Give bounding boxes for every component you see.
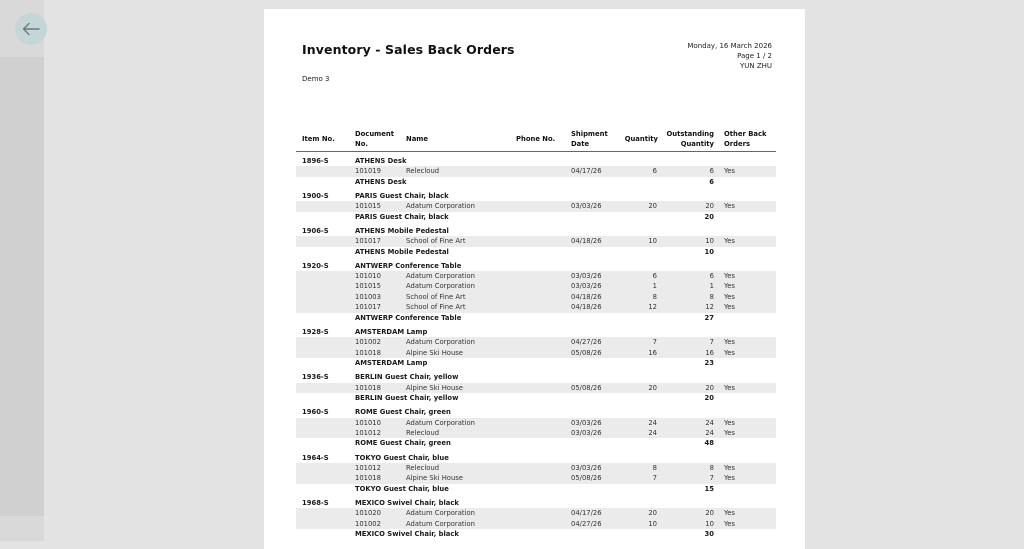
shipment-date: 05/08/26: [571, 348, 602, 357]
other-back-orders: Yes: [724, 338, 735, 347]
document-no: 101015: [355, 202, 381, 211]
customer-name: School of Fine Art: [406, 237, 466, 246]
document-no: 101010: [355, 272, 381, 281]
shipment-date: 03/03/26: [571, 272, 602, 281]
item-group-header: [296, 191, 776, 201]
total-outstanding-quantity: 20: [704, 212, 714, 221]
header-other-back-orders: [724, 130, 767, 149]
outstanding-quantity: 8: [709, 292, 714, 301]
item-description: AMSTERDAM Lamp: [355, 327, 428, 336]
item-group-total: [296, 529, 776, 539]
item-group-header: [296, 453, 776, 463]
total-description: ATHENS Desk: [355, 177, 407, 186]
header-document-no-line2: No.: [355, 139, 368, 148]
other-back-orders: Yes: [724, 237, 735, 246]
customer-name: Adatum Corporation: [406, 272, 475, 281]
item-no: 1906-S: [302, 226, 329, 235]
item-group-header: [296, 156, 776, 166]
table-row: [296, 519, 776, 529]
other-back-orders: Yes: [724, 292, 735, 301]
back-orders-table: [296, 128, 776, 539]
item-group-total: [296, 177, 776, 187]
customer-name: Adatum Corporation: [406, 202, 475, 211]
report-date: Monday, 16 March 2026: [687, 42, 772, 50]
item-description: ATHENS Desk: [355, 156, 407, 165]
outstanding-quantity: 24: [705, 428, 714, 437]
total-outstanding-quantity: 6: [709, 177, 714, 186]
item-group-total: [296, 484, 776, 494]
shipment-date: 04/27/26: [571, 338, 602, 347]
table-row: [296, 302, 776, 312]
shipment-date: 05/08/26: [571, 474, 602, 483]
total-description: BERLIN Guest Chair, yellow: [355, 393, 459, 402]
document-no: 101017: [355, 303, 381, 312]
header-outstanding-line2: Quantity: [680, 139, 714, 148]
quantity: 6: [652, 272, 657, 281]
header-shipment-date-line1: Shipment: [571, 130, 608, 138]
shipment-date: 03/03/26: [571, 463, 602, 472]
other-back-orders: Yes: [724, 474, 735, 483]
quantity: 7: [652, 338, 657, 347]
outstanding-quantity: 10: [705, 519, 714, 528]
customer-name: Adatum Corporation: [406, 418, 475, 427]
customer-name: Adatum Corporation: [406, 282, 475, 291]
outstanding-quantity: 7: [709, 474, 714, 483]
arrow-left-icon: [22, 22, 40, 36]
document-no: 101020: [355, 509, 381, 518]
outstanding-quantity: 16: [705, 348, 714, 357]
document-no: 101018: [355, 383, 381, 392]
table-row: [296, 508, 776, 518]
other-back-orders: Yes: [724, 383, 735, 392]
outstanding-quantity: 24: [705, 418, 714, 427]
quantity: 7: [652, 474, 657, 483]
shipment-date: 04/18/26: [571, 292, 602, 301]
shipment-date: 04/27/26: [571, 519, 602, 528]
customer-name: Relecloud: [406, 463, 440, 472]
quantity: 6: [652, 167, 657, 176]
outstanding-quantity: 20: [705, 202, 714, 211]
header-phone-no: Phone No.: [516, 135, 556, 143]
report-title: Inventory - Sales Back Orders: [302, 42, 515, 57]
document-no: 101002: [355, 519, 381, 528]
other-back-orders: Yes: [724, 282, 735, 291]
customer-name: School of Fine Art: [406, 303, 466, 312]
header-quantity: Quantity: [624, 135, 658, 143]
shipment-date: 04/17/26: [571, 509, 602, 518]
header-other-line1: Other Back: [724, 130, 767, 138]
header-item-no: Item No.: [302, 135, 335, 143]
shipment-date: 03/03/26: [571, 202, 602, 211]
table-row: [296, 418, 776, 428]
company-name: Demo 3: [302, 75, 330, 83]
outstanding-quantity: 6: [709, 272, 714, 281]
total-outstanding-quantity: 48: [704, 439, 714, 448]
table-row: [296, 271, 776, 281]
item-no: 1896-S: [302, 156, 329, 165]
item-no: 1968-S: [302, 498, 329, 507]
total-description: ANTWERP Conference Table: [355, 313, 462, 322]
other-back-orders: Yes: [724, 519, 735, 528]
quantity: 20: [648, 383, 657, 392]
quantity: 8: [652, 292, 657, 301]
page-number: Page 1 / 2: [737, 52, 772, 60]
other-back-orders: Yes: [724, 418, 735, 427]
item-no: 1900-S: [302, 191, 329, 200]
total-description: TOKYO Guest Chair, blue: [355, 484, 449, 493]
customer-name: Adatum Corporation: [406, 509, 475, 518]
other-back-orders: Yes: [724, 303, 735, 312]
other-back-orders: Yes: [724, 463, 735, 472]
table-row: [296, 166, 776, 176]
customer-name: Relecloud: [406, 428, 440, 437]
table-row: [296, 281, 776, 291]
outstanding-quantity: 10: [705, 237, 714, 246]
item-description: ROME Guest Chair, green: [355, 408, 451, 417]
other-back-orders: Yes: [724, 202, 735, 211]
item-description: TOKYO Guest Chair, blue: [355, 453, 449, 462]
document-no: 101003: [355, 292, 381, 301]
item-group-header: [296, 327, 776, 337]
quantity: 12: [648, 303, 657, 312]
document-no: 101012: [355, 463, 381, 472]
shipment-date: 03/03/26: [571, 428, 602, 437]
header-outstanding-line1: Outstanding: [666, 130, 714, 138]
item-description: ATHENS Mobile Pedestal: [355, 226, 449, 235]
total-description: AMSTERDAM Lamp: [355, 359, 428, 368]
document-no: 101002: [355, 338, 381, 347]
quantity: 24: [648, 418, 657, 427]
quantity: 24: [648, 428, 657, 437]
total-description: MEXICO Swivel Chair, black: [355, 530, 459, 539]
outstanding-quantity: 1: [709, 282, 714, 291]
document-no: 101010: [355, 418, 381, 427]
report-page: [264, 9, 805, 549]
table-row: [296, 201, 776, 211]
header-document-no-line1: Document: [355, 130, 394, 138]
total-outstanding-quantity: 27: [704, 313, 714, 322]
table-row: [296, 428, 776, 438]
quantity: 16: [648, 348, 657, 357]
item-description: BERLIN Guest Chair, yellow: [355, 373, 459, 382]
item-group-header: [296, 498, 776, 508]
sidebar-bottom-section: [0, 516, 44, 541]
total-description: ATHENS Mobile Pedestal: [355, 247, 449, 256]
quantity: 8: [652, 463, 657, 472]
item-group-total: [296, 313, 776, 323]
table-row: [296, 473, 776, 483]
shipment-date: 04/17/26: [571, 167, 602, 176]
shipment-date: 04/18/26: [571, 303, 602, 312]
customer-name: Alpine Ski House: [406, 474, 463, 483]
total-description: PARIS Guest Chair, black: [355, 212, 449, 221]
quantity: 10: [648, 237, 657, 246]
customer-name: Alpine Ski House: [406, 383, 463, 392]
other-back-orders: Yes: [724, 428, 735, 437]
header-outstanding-quantity: [667, 130, 715, 149]
item-group-total: [296, 358, 776, 368]
item-group-total: [296, 438, 776, 448]
quantity: 10: [648, 519, 657, 528]
item-group-header: [296, 372, 776, 382]
outstanding-quantity: 7: [709, 338, 714, 347]
header-other-line2: Orders: [724, 139, 751, 148]
document-no: 101019: [355, 167, 381, 176]
outstanding-quantity: 12: [705, 303, 714, 312]
document-no: 101017: [355, 237, 381, 246]
shipment-date: 04/18/26: [571, 237, 602, 246]
item-group-total: [296, 212, 776, 222]
total-outstanding-quantity: 15: [704, 484, 714, 493]
other-back-orders: Yes: [724, 348, 735, 357]
back-button[interactable]: [15, 13, 47, 45]
outstanding-quantity: 20: [705, 383, 714, 392]
document-no: 101012: [355, 428, 381, 437]
shipment-date: 03/03/26: [571, 418, 602, 427]
user-name: YUN ZHU: [739, 62, 772, 70]
left-sidebar: [0, 0, 44, 541]
document-no: 101018: [355, 348, 381, 357]
item-description: ANTWERP Conference Table: [355, 261, 462, 270]
table-row: [296, 383, 776, 393]
item-description: PARIS Guest Chair, black: [355, 191, 449, 200]
outstanding-quantity: 6: [709, 167, 714, 176]
table-row: [296, 337, 776, 347]
document-no: 101018: [355, 474, 381, 483]
item-group-header: [296, 407, 776, 417]
total-outstanding-quantity: 20: [704, 393, 714, 402]
shipment-date: 03/03/26: [571, 282, 602, 291]
item-group-header: [296, 226, 776, 236]
customer-name: Adatum Corporation: [406, 519, 475, 528]
quantity: 20: [648, 509, 657, 518]
header-document-no: [355, 130, 394, 149]
total-outstanding-quantity: 23: [704, 359, 714, 368]
customer-name: School of Fine Art: [406, 292, 466, 301]
table-body: [296, 156, 776, 540]
other-back-orders: Yes: [724, 509, 735, 518]
header-shipment-date-line2: Date: [571, 139, 590, 148]
quantity: 1: [652, 282, 657, 291]
total-outstanding-quantity: 10: [704, 247, 714, 256]
item-description: MEXICO Swivel Chair, black: [355, 498, 459, 507]
customer-name: Alpine Ski House: [406, 348, 463, 357]
customer-name: Relecloud: [406, 167, 440, 176]
table-row: [296, 348, 776, 358]
total-description: ROME Guest Chair, green: [355, 439, 451, 448]
other-back-orders: Yes: [724, 167, 735, 176]
other-back-orders: Yes: [724, 272, 735, 281]
table-header: [296, 128, 776, 152]
item-no: 1960-S: [302, 408, 329, 417]
total-outstanding-quantity: 30: [704, 530, 714, 539]
table-row: [296, 236, 776, 246]
outstanding-quantity: 20: [705, 509, 714, 518]
header-shipment-date: [571, 130, 608, 149]
item-group-total: [296, 393, 776, 403]
quantity: 20: [648, 202, 657, 211]
item-group-total: [296, 247, 776, 257]
item-no: 1920-S: [302, 261, 329, 270]
table-row: [296, 463, 776, 473]
item-group-header: [296, 261, 776, 271]
outstanding-quantity: 8: [709, 463, 714, 472]
header-name: Name: [406, 135, 428, 143]
document-no: 101015: [355, 282, 381, 291]
table-row: [296, 292, 776, 302]
item-no: 1928-S: [302, 327, 329, 336]
customer-name: Adatum Corporation: [406, 338, 475, 347]
shipment-date: 05/08/26: [571, 383, 602, 392]
report-meta: [687, 41, 772, 71]
item-no: 1964-S: [302, 453, 329, 462]
item-no: 1936-S: [302, 373, 329, 382]
